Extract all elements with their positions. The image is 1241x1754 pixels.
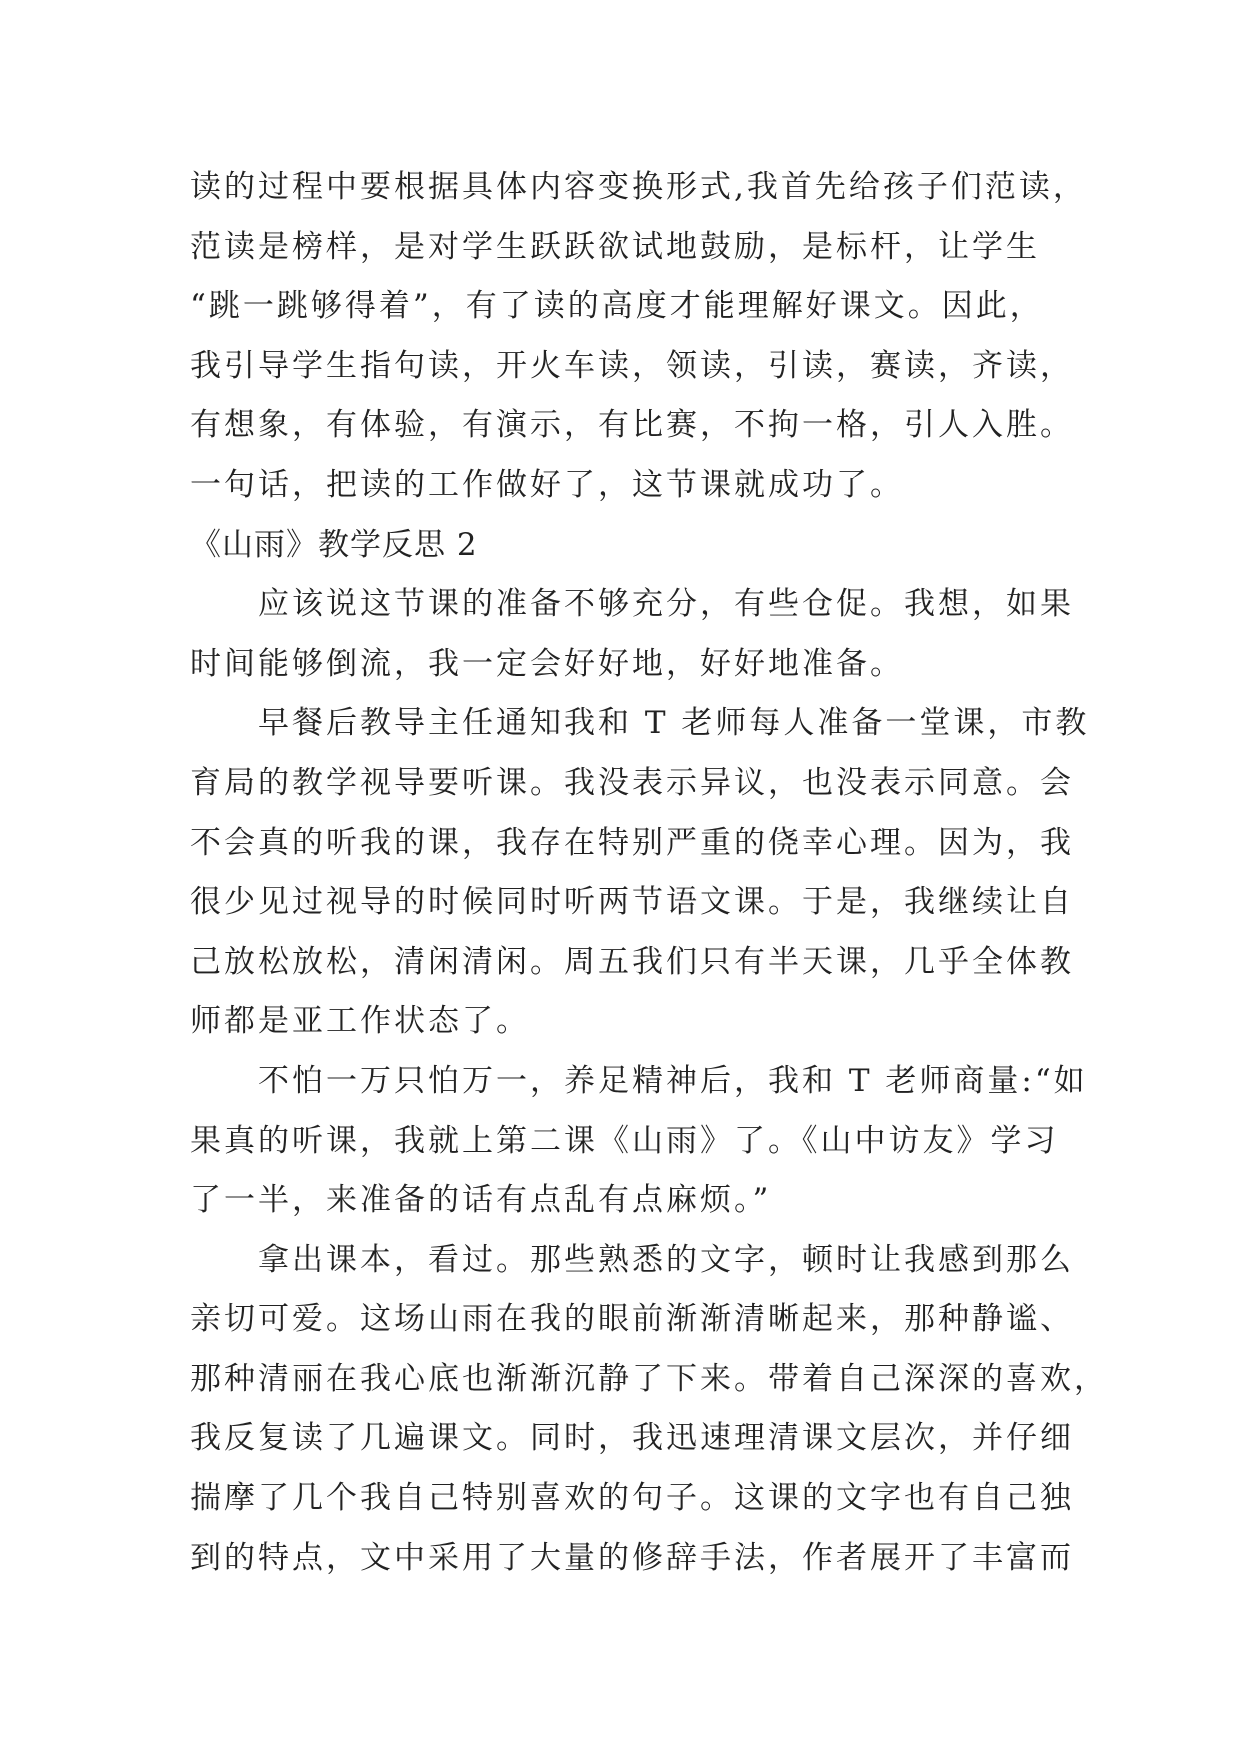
text-line-12: 不会真的听我的课，我存在特别严重的侥幸心理。因为，我	[190, 824, 1074, 861]
section-heading: 《山雨》教学反思 2	[190, 526, 478, 563]
text-line-11: 育局的教学视导要听课。我没表示异议，也没表示同意。会	[190, 764, 1074, 801]
text-line-3: “跳一跳够得着”，有了读的高度才能理解好课文。因此，	[190, 288, 1044, 325]
text-line-2: 范读是榜样，是对学生跃跃欲试地鼓励，是标杆，让学生	[190, 228, 1040, 265]
document-body	[190, 158, 1108, 1588]
text-line-6: 一句话，把读的工作做好了，这节课就成功了。	[190, 466, 904, 503]
text-line-17: 果真的听课，我就上第二课《山雨》了。《山中访友》学习	[190, 1122, 1059, 1159]
text-line-20: 亲切可爱。这场山雨在我的眼前渐渐清晰起来，那种静谧、	[190, 1301, 1074, 1338]
text-line-16: 不怕一万只怕万一，养足精神后，我和 T 老师商量:“如	[190, 1062, 1088, 1099]
text-line-22: 我反复读了几遍课文。同时，我迅速理清课文层次，并仔细	[190, 1420, 1074, 1457]
text-line-23: 揣摩了几个我自己特别喜欢的句子。这课的文字也有自己独	[190, 1480, 1074, 1517]
text-line-9: 时间能够倒流，我一定会好好地，好好地准备。	[190, 645, 904, 682]
text-line-1: 读的过程中要根据具体内容变换形式,我首先给孩子们范读，	[190, 169, 1087, 205]
text-line-10: 早餐后教导主任通知我和 T 老师每人准备一堂课，市教	[190, 705, 1090, 742]
text-line-13: 很少见过视导的时候同时听两节语文课。于是，我继续让自	[190, 884, 1074, 921]
text-line-24: 到的特点，文中采用了大量的修辞手法，作者展开了丰富而	[190, 1539, 1074, 1576]
text-line-15: 师都是亚工作状态了。	[190, 1003, 530, 1040]
text-line-19: 拿出课本，看过。那些熟悉的文字，顿时让我感到那么	[190, 1241, 1074, 1278]
text-line-18: 了一半，来准备的话有点乱有点麻烦。”	[190, 1182, 772, 1219]
text-line-5: 有想象，有体验，有演示，有比赛，不拘一格，引人入胜。	[190, 407, 1074, 444]
text-line-21: 那种清丽在我心底也渐渐沉静了下来。带着自己深深的喜欢，	[190, 1360, 1108, 1397]
text-line-8: 应该说这节课的准备不够充分，有些仓促。我想，如果	[190, 586, 1074, 623]
text-line-4: 我引导学生指句读，开火车读，领读，引读，赛读，齐读，	[190, 347, 1074, 384]
text-line-14: 己放松放松，清闲清闲。周五我们只有半天课，几乎全体教	[190, 943, 1074, 980]
